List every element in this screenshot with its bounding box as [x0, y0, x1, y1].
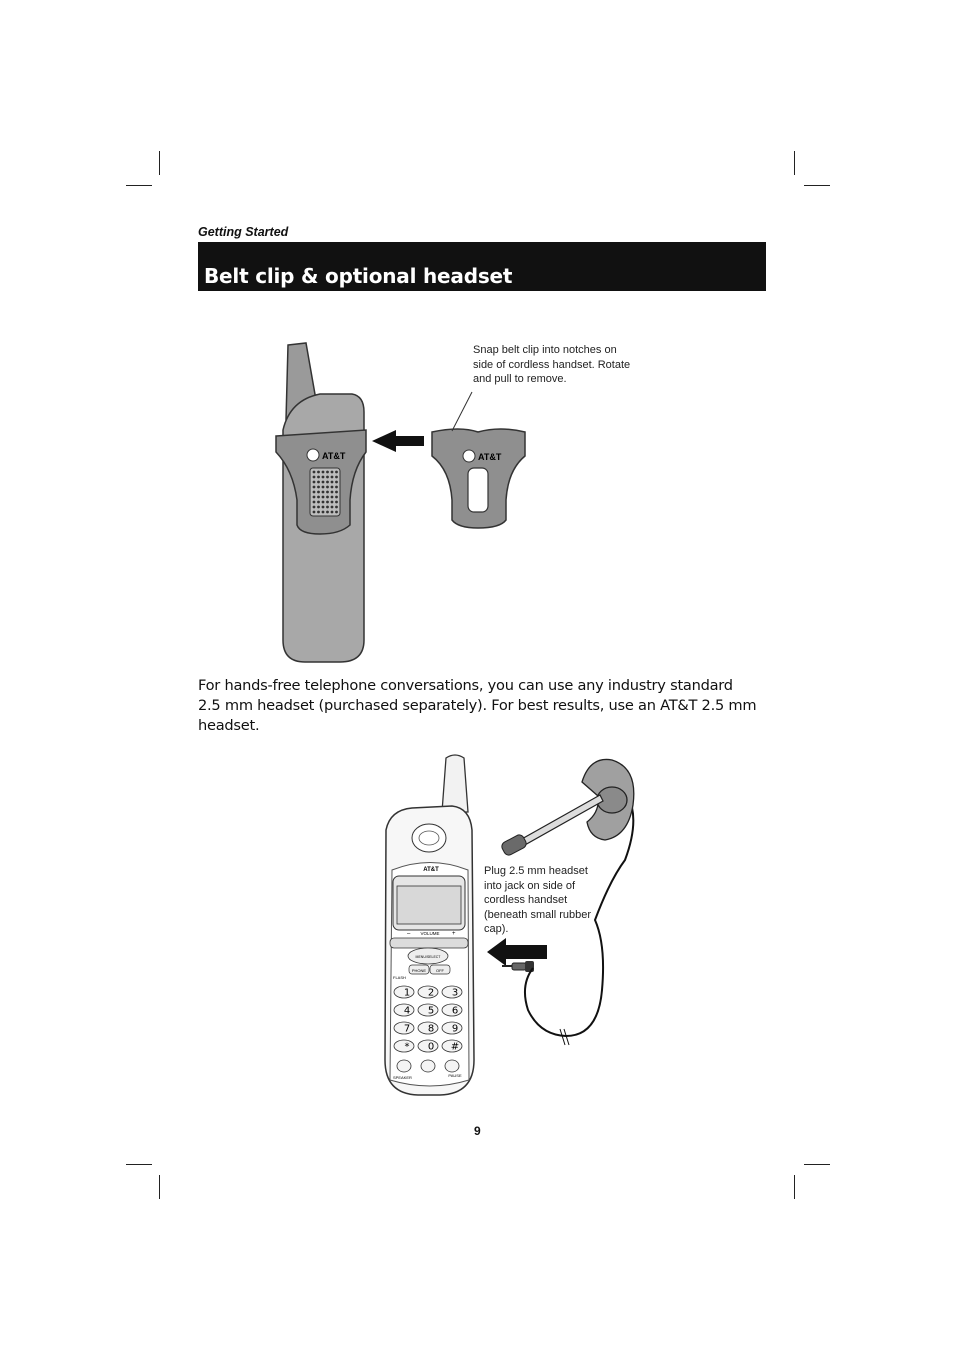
- mic-tip: [500, 833, 528, 857]
- flash-label: FLASH: [393, 975, 406, 980]
- keypad-key-label: 9: [451, 1023, 459, 1035]
- function-key: [421, 1060, 435, 1072]
- keypad-key-label: 3: [451, 987, 459, 999]
- keypad-key-label: 7: [403, 1023, 411, 1035]
- pause-label: PAUSE: [448, 1073, 462, 1078]
- keypad-key-label: 1: [403, 987, 411, 999]
- volume-plus: +: [452, 931, 456, 937]
- function-key: [445, 1060, 459, 1072]
- lcd-screen: [397, 886, 461, 924]
- brand-logo: AT&T: [322, 451, 346, 461]
- function-key: [397, 1060, 411, 1072]
- menu-label: MENU/SELECT: [415, 955, 441, 959]
- keypad-key-label: #: [450, 1041, 460, 1053]
- headset-plug: [502, 961, 534, 972]
- keypad-key-label: 0: [427, 1041, 435, 1053]
- brand-logo: AT&T: [423, 867, 439, 873]
- page-title: Belt clip & optional headset: [204, 264, 513, 288]
- keypad-key-label: *: [404, 1041, 410, 1053]
- brand-logo: AT&T: [478, 452, 502, 462]
- body-paragraph: For hands-free telephone conversations, you can use any industry standard 2.5 mm headset (purchased separately). For best results, use an AT&T 2.5 mm headset.: [198, 677, 757, 734]
- headset-callout: Plug 2.5 mm headset into jack on side of cordless handset (beneath small rubber cap).: [484, 865, 592, 935]
- off-label: OFF: [436, 968, 444, 973]
- belt-clip-callout: Snap belt clip into notches on side of cordless handset. Rotate and pull to remove.: [473, 344, 631, 385]
- section-label: Getting Started: [198, 225, 289, 239]
- keypad-key-label: 4: [403, 1005, 411, 1017]
- keypad-key-label: 6: [451, 1005, 459, 1017]
- keypad-key-label: 8: [427, 1023, 435, 1035]
- volume-minus: –: [407, 931, 411, 937]
- volume-label: VOLUME: [420, 931, 440, 936]
- page-number: 9: [474, 1124, 481, 1138]
- phone-label: PHONE: [411, 968, 427, 973]
- keypad-key-label: 5: [427, 1005, 435, 1017]
- plug-arrow: [487, 938, 547, 966]
- speaker-label: SPEAKER: [393, 1075, 412, 1080]
- keypad-key-label: 2: [427, 987, 435, 999]
